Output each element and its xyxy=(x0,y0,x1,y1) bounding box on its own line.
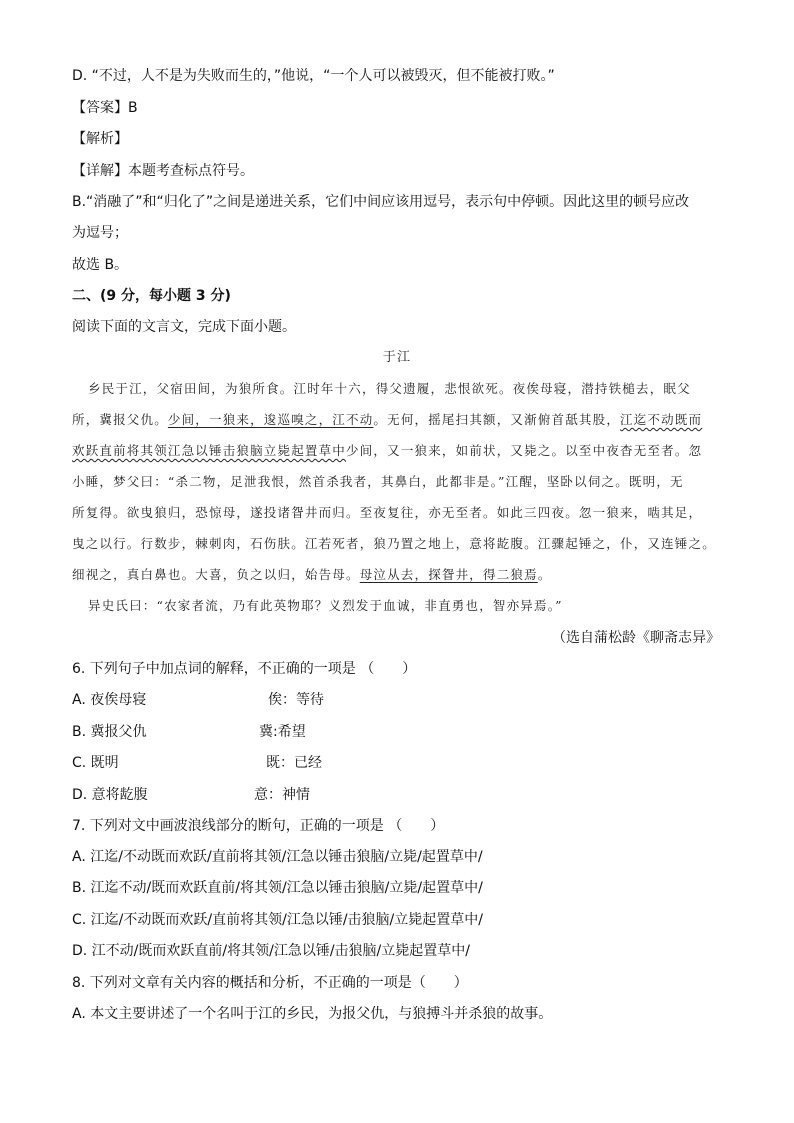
passage-line-4: 小睡，梦父曰：“杀二物，足泄我恨，然首杀我者，其鼻白，此都非是。”江醒，坚卧以伺之。既明，无 xyxy=(72,474,684,489)
q7-option-c: C. 江迄/不动既而欢跃/直前将其领/江急以锤/击狼脑/立毙起置草中/ xyxy=(72,912,483,928)
q8-stem: 8. 下列对文章有关内容的概括和分析，不正确的一项是（ ） xyxy=(72,975,468,991)
passage-line-2c: 。无何，摇尾扫其额，又渐俯首舐其股， xyxy=(373,412,621,427)
q8-option-a: A. 本文主要讲述了一个名叫于江的乡民，为报父仇，与狼搏斗并杀狼的故事。 xyxy=(72,1006,553,1022)
section-heading: 二、(9 分，每小题 3 分) xyxy=(72,288,231,304)
underlined-sentence-2: 母泣从去，探眢井，得二狼焉 xyxy=(359,567,538,582)
passage-line-7c: 。 xyxy=(537,567,552,582)
section-instruction: 阅读下面的文言文，完成下面小题。 xyxy=(72,319,296,335)
passage-line-6: 曳之以行。行数步，棘刺肉，石伤肤。江若死者，狼乃置之地上，意将龁腹。江骤起锤之，仆，又连锤之。 xyxy=(72,536,716,551)
q6-gloss-a: 俟：等待 xyxy=(268,692,324,708)
q6-option-a: A. 夜俟母寝 xyxy=(72,692,147,708)
underlined-sentence-1: 少间，一狼来，逡巡嗅之，江不动 xyxy=(167,412,374,427)
q6-option-d: D. 意将龁腹 xyxy=(72,787,148,803)
q6-gloss-b: 冀:希望 xyxy=(259,724,306,740)
q6-option-b: B. 冀报父仇 xyxy=(72,724,147,740)
passage-line-3b: 少间，又一狼来，如前状，又毙之。以至中夜杳无至者。忽 xyxy=(346,443,703,458)
passage-line-5: 所复得。欲曳狼归，恐惊母，遂投诸眢井而归。至夜复往，亦无至者。如此三四夜。忽一狼来，啮其足， xyxy=(72,505,703,520)
detail-label: 【详解】本题考查标点符号。 xyxy=(72,163,254,179)
q7-option-b: B. 江迄不动/既而欢跃直前/将其领/江急以锤击狼脑/立毙/起置草中/ xyxy=(72,880,483,896)
q6-gloss-d: 意：神情 xyxy=(254,787,310,803)
q7-option-d: D. 江不动/既而欢跃直前/将其领/江急以锤/击狼脑/立毙起置草中/ xyxy=(72,943,470,959)
q6-stem: 6. 下列句子中加点词的解释，不正确的一项是 （ ） xyxy=(72,661,417,677)
passage-title: 于江 xyxy=(382,350,412,365)
q7-stem: 7. 下列对文中画波浪线部分的断句，正确的一项是 （ ） xyxy=(72,818,445,834)
q6-gloss-c: 既：已经 xyxy=(266,755,322,771)
passage-line-7 xyxy=(72,565,552,585)
passage-line-3 xyxy=(72,441,702,461)
passage-line-1: 乡民于江，父宿田间，为狼所食。江时年十六，得父遗履，悲恨欲死。夜俟母寝，潜持铁槌去，眠父 xyxy=(88,381,691,396)
wavy-segment-2: 欢跃直前将其领江急以锤击狼脑立毙起置草中 xyxy=(72,443,347,458)
passage-comment: 异史氏曰：“农家者流，乃有此英物耶？义烈发于血诚，非直勇也，智亦异焉。” xyxy=(88,598,563,613)
passage-source: （选自蒲松龄《聊斋志异》 xyxy=(552,630,720,646)
passage-line-7a: 细视之，真白鼻也。大喜，负之以归，始告母。 xyxy=(72,567,360,582)
analysis-label: 【解析】 xyxy=(72,131,128,147)
q6-option-c: C. 既明 xyxy=(72,755,119,771)
passage-line-2 xyxy=(72,410,702,430)
wavy-segment-1: 江迄不动既而 xyxy=(620,412,703,427)
passage-line-2a: 所，冀报父仇。 xyxy=(72,412,168,427)
prev-option-d: D. “不过，人不是为失败而生的，”他说，“一个人可以被毁灭，但不能被打败。” xyxy=(72,68,555,84)
explain-line-2: 为逗号； xyxy=(72,225,128,241)
choice-line: 故选 B。 xyxy=(72,257,129,273)
explain-line-1: B.“消融了”和“归化了”之间是递进关系，它们中间应该用逗号，表示句中停顿。因此这里的顿号应改 xyxy=(72,194,690,210)
answer-label: 【答案】B xyxy=(72,100,138,116)
q7-option-a: A. 江迄/不动既而欢跃/直前将其领/江急以锤击狼脑/立毙/起置草中/ xyxy=(72,849,483,865)
